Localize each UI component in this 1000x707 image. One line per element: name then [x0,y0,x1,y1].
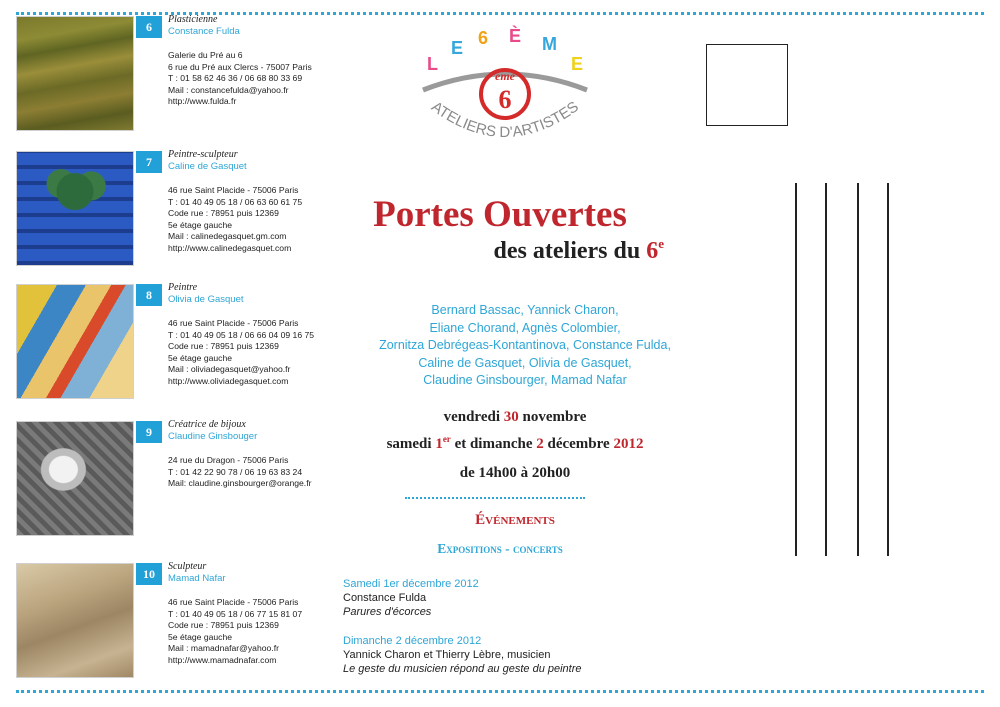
bottom-dotted-border [16,690,984,693]
subtitle [330,238,664,265]
artist-number: 9 [136,421,162,443]
artist-number: 8 [136,284,162,306]
detail-line: 24 rue du Dragon - 75006 Paris [168,455,289,465]
artist-name: Caline de Gasquet [168,161,247,172]
date-sup: er [442,434,451,444]
participants-list [330,302,720,390]
artist-name: Olivia de Gasquet [168,294,244,305]
detail-line: T : 01 40 49 05 18 / 06 77 15 81 07 [168,608,303,619]
date-text: samedi [386,436,436,452]
artwork-thumbnail [16,284,134,399]
artist-details [168,50,312,108]
detail-line: T : 01 42 22 90 78 / 06 19 63 83 24 [168,466,303,477]
artist-role: Sculpteur [168,561,207,572]
date-line-1 [330,406,700,428]
date-text: vendredi [443,409,504,425]
subtitle-text: des ateliers du [493,238,647,264]
address-line [825,183,827,556]
program-date: Samedi 1er décembre 2012 [343,578,479,590]
participants-line: Caline de Gasquet, Olivia de Gasquet, [418,355,632,370]
detail-line: 5e étage gauche [168,219,233,230]
top-dotted-border [16,12,984,15]
detail-line: Code rue : 78951 puis 12369 [168,208,279,219]
artist-entry-8 [16,284,336,399]
section-divider [405,497,585,499]
detail-line: T : 01 58 62 46 36 / 06 68 80 33 69 [168,73,303,84]
participants-line: Eliane Chorand, Agnès Colombier, [429,320,621,335]
expo-heading: Expositions - concerts [437,541,563,556]
artist-name: Constance Fulda [168,26,240,37]
date-year: 2012 [613,436,644,452]
participants-line: Bernard Bassac, Yannick Charon, [431,303,619,317]
artist-entry-10 [16,563,336,678]
logo-letter: È [509,26,522,46]
subtitle-number: 6 [646,238,659,264]
detail-line: Code rue : 78951 puis 12369 [168,620,279,631]
artist-number: 7 [136,151,162,173]
detail-line: Mail: claudine.ginsbourger@orange.fr [168,478,312,489]
artist-details [168,185,302,255]
detail-line: 5e étage gauche [168,352,233,363]
artist-role: Peintre [168,282,198,293]
stamp-box [706,44,788,126]
date-number: 1 [435,436,443,452]
event-dates [330,406,700,455]
detail-line: http://www.oliviadegasquet.com [168,375,289,386]
detail-line: Galerie du Pré au 6 [168,50,243,60]
detail-line: http://www.fulda.fr [168,96,237,107]
logo-letter: E [571,54,584,74]
detail-line: Mail : calinedegasquet.gm.com [168,231,287,242]
date-line-2 [330,428,700,455]
address-line [795,183,797,556]
artist-role: Plasticienne [168,14,218,25]
artist-name: Claudine Ginsbouger [168,431,258,442]
detail-line: Code rue : 78951 puis 12369 [168,341,279,352]
detail-line: http://www.mamadnafar.com [168,654,277,665]
logo-letter: M [542,34,557,54]
artist-number: 6 [136,16,162,38]
logo-six: 6 [498,85,512,114]
artist-details [168,318,314,388]
detail-line: http://www.calinedegasquet.com [168,242,292,253]
detail-line: Mail : mamadnafar@yahoo.fr [168,643,279,654]
address-line [887,183,889,556]
artist-entry-9 [16,421,336,536]
artwork-thumbnail [16,16,134,131]
participants-line: Claudine Ginsbourger, Mamad Nafar [423,373,627,387]
program-people: Constance Fulda [343,592,427,604]
date-text: décembre [543,436,614,452]
artwork-thumbnail [16,151,134,266]
detail-line: 46 rue Saint Placide - 75006 Paris [168,185,299,195]
artist-details [168,455,311,490]
artist-details [168,597,302,667]
logo-letter: 6 [478,28,489,48]
logo-subtitle: ATELIERS D'ARTISTES [428,98,582,142]
artist-role: Peintre-sculpteur [168,149,238,160]
artist-role: Créatrice de bijoux [168,419,246,430]
opening-hours: de 14h00 à 20h00 [459,465,571,481]
artist-entry-7 [16,151,336,266]
detail-line: 46 rue Saint Placide - 75006 Paris [168,318,299,328]
program-people: Yannick Charon et Thierry Lèbre, musicien [343,649,551,661]
main-title: Portes Ouvertes [373,194,627,235]
detail-line: 46 rue Saint Placide - 75006 Paris [168,597,299,607]
detail-line: 6 rue du Pré aux Clercs - 75007 Paris [168,61,312,72]
participants-line: Zornitza Debrégeas-Kontantinova, Constance Fulda, [379,338,671,352]
program-date: Dimanche 2 décembre 2012 [343,635,482,647]
le6eme-logo [405,18,605,158]
artist-name: Mamad Nafar [168,573,226,584]
date-text: et dimanche [450,436,537,452]
subtitle-sup: e [658,236,664,251]
program-work: Parures d'écorces [343,606,432,618]
events-heading: Événements [475,512,555,528]
artwork-thumbnail [16,421,134,536]
detail-line: 5e étage gauche [168,631,233,642]
logo-eme-text: eme [495,69,515,83]
artist-number: 10 [136,563,162,585]
detail-line: T : 01 40 49 05 18 / 06 63 60 61 75 [168,196,303,207]
date-text: novembre [518,409,587,425]
detail-line: Mail : oliviadegasquet@yahoo.fr [168,364,291,375]
program-item [343,634,582,676]
date-number: 30 [503,409,519,425]
program-work: Le geste du musicien répond au geste du peintre [343,663,582,675]
logo-letter: L [427,54,438,74]
date-number: 2 [536,436,544,452]
artwork-thumbnail [16,563,134,678]
program-item [343,577,479,619]
address-line [857,183,859,556]
detail-line: Mail : constancefulda@yahoo.fr [168,84,289,95]
detail-line: T : 01 40 49 05 18 / 06 66 04 09 16 75 [168,329,315,340]
artist-entry-6 [16,16,336,131]
logo-letter: E [451,38,464,58]
